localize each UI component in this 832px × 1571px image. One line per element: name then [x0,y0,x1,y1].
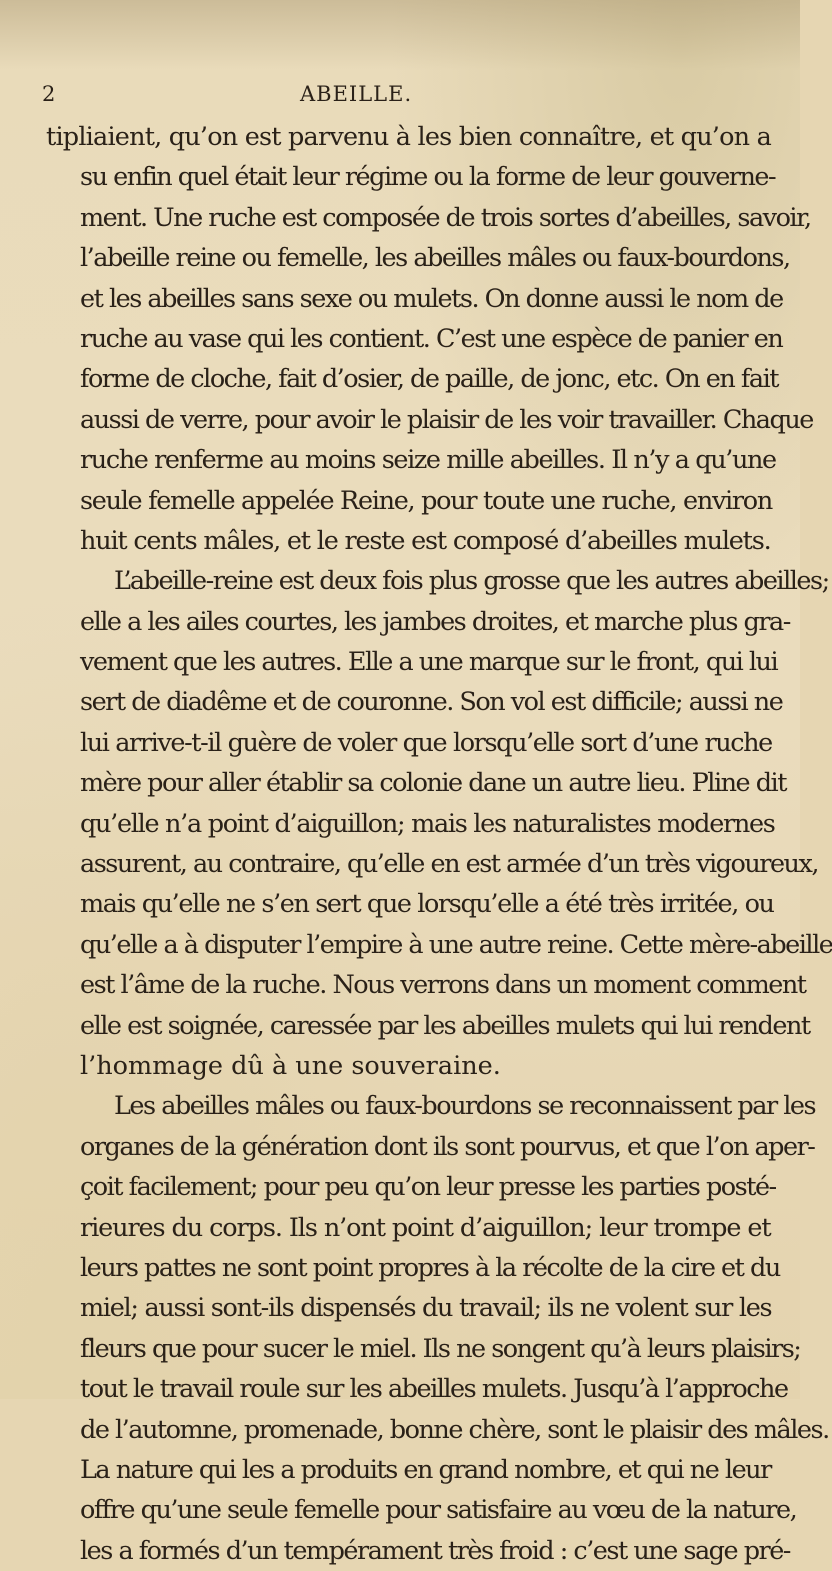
text-line: organes de la génération dont ils sont pourvus, et que l’on aper- [80,1131,815,1162]
page-header [0,82,800,112]
text-line: tipliaient, qu’on est parvenu à les bien connaître, et qu’on a [46,122,772,152]
text-line: ment. Une ruche est composée de trois sortes d’abeilles, savoir, [80,202,811,233]
text-line: sert de diadême et de couronne. Son vol est difficile; aussi ne [80,687,783,718]
page-number: 2 [42,82,56,106]
text-line: huit cents mâles, et le reste est composé d’abeilles mulets. [80,525,771,556]
text-line: l’hommage dû à une souveraine. [80,1050,501,1081]
text-line: L’abeille-reine est deux fois plus grosse que les autres abeilles; [114,566,829,597]
paper-stain [0,0,800,70]
text-line: seule femelle appelée Reine, pour toute une ruche, environ [80,485,772,516]
text-line: vement que les autres. Elle a une marque sur le front, qui lui [80,647,778,678]
text-line: leurs pattes ne sont point propres à la récolte de la cire et du [80,1252,780,1283]
text-line: assurent, au contraire, qu’elle en est armée d’un très vigoureux, [80,849,818,880]
text-line: çoit facilement; pour peu qu’on leur presse les parties posté- [80,1172,776,1203]
text-line: elle a les ailes courtes, les jambes droites, et marche plus gra- [80,606,790,637]
body-text [46,117,832,1571]
text-line: offre qu’une seule femelle pour satisfaire au vœu de la nature, [80,1495,797,1526]
text-line: La nature qui les a produits en grand nombre, et qui ne leur [80,1454,771,1485]
text-line: qu’elle n’a point d’aiguillon; mais les naturalistes modernes [80,808,775,839]
text-line: su enfin quel était leur régime ou la forme de leur gouverne- [80,162,776,193]
text-line: miel; aussi sont-ils dispensés du travail; ils ne volent sur les [80,1293,772,1324]
text-line: tout le travail roule sur les abeilles mulets. Jusqu’à l’approche [80,1374,788,1405]
text-line: Les abeilles mâles ou faux-bourdons se reconnaissent par les [114,1091,816,1122]
text-line: mais qu’elle ne s’en sert que lorsqu’elle a été très irritée, ou [80,889,774,920]
text-line: ruche renferme au moins seize mille abeilles. Il n’y a qu’une [80,445,776,476]
text-line: les a formés d’un tempérament très froid : c’est une sage pré- [80,1535,790,1566]
text-line: mère pour aller établir sa colonie dane un autre lieu. Pline dit [80,768,786,799]
text-line: rieures du corps. Ils n’ont point d’aiguillon; leur trompe et [80,1212,771,1243]
text-line: de l’automne, promenade, bonne chère, sont le plaisir des mâles. [80,1414,829,1445]
text-line: aussi de verre, pour avoir le plaisir de les voir travailler. Chaque [80,404,813,435]
text-line: est l’âme de la ruche. Nous verrons dans un moment comment [80,970,806,1001]
text-line: l’abeille reine ou femelle, les abeilles mâles ou faux-bourdons, [80,243,790,274]
text-line: forme de cloche, fait d’osier, de paille, de jonc, etc. On en fait [80,364,778,395]
text-line: ruche au vase qui les contient. C’est une espèce de panier en [80,323,783,354]
text-line: fleurs que pour sucer le miel. Ils ne songent qu’à leurs plaisirs; [80,1333,801,1364]
running-title: ABEILLE. [300,82,413,106]
text-line: et les abeilles sans sexe ou mulets. On donne aussi le nom de [80,283,783,314]
text-line: lui arrive-t-il guère de voler que lorsqu’elle sort d’une ruche [80,727,772,758]
text-line: qu’elle a à disputer l’empire à une autre reine. Cette mère-abeille [80,929,832,960]
text-line: elle est soignée, caressée par les abeilles mulets qui lui rendent [80,1010,810,1041]
